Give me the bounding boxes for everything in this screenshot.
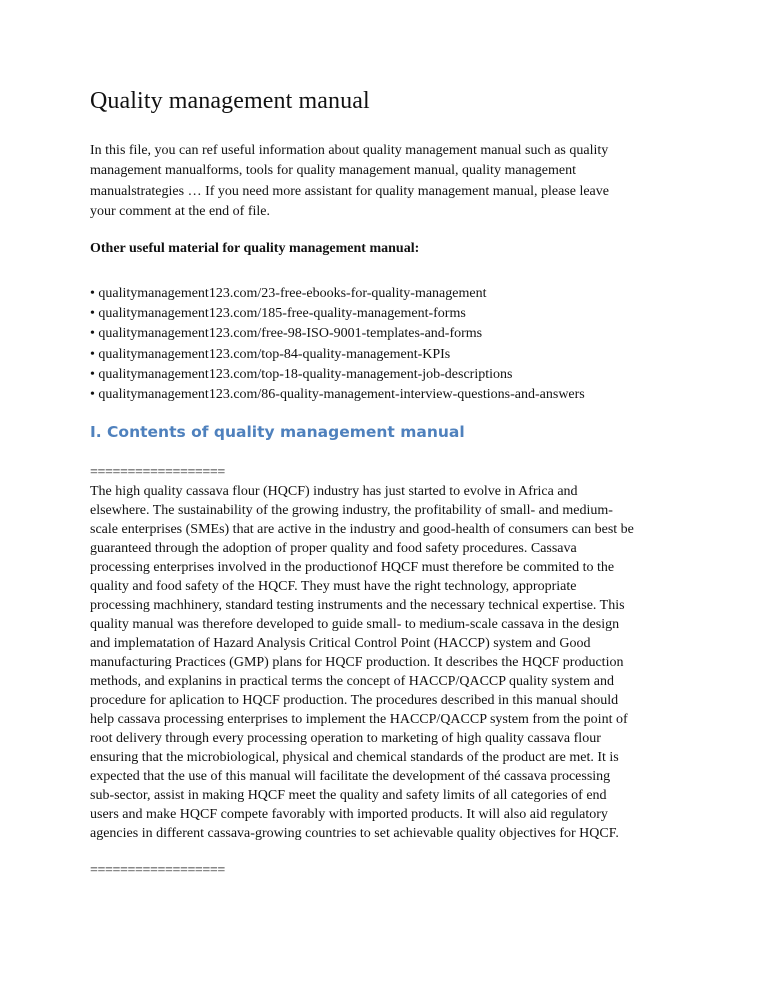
body-line: manufacturing Practices (GMP) plans for HQCF production. It describes the HQCF production bbox=[90, 654, 624, 670]
separator-line: ================== bbox=[90, 465, 225, 480]
useful-material-heading: Other useful material for quality management manual: bbox=[90, 241, 420, 256]
body-line: ensuring that the microbiological, physical and chemical standards of the product are met. It is bbox=[90, 749, 619, 765]
body-line: quality and food safety of the HQCF. They must have the right technology, appropriate bbox=[90, 578, 577, 594]
separator-line: ================== bbox=[90, 863, 225, 878]
intro-line: manualstrategies … If you need more assistant for quality management manual, please leave bbox=[90, 183, 609, 199]
body-line: expected that the use of this manual will facilitate the development of thé cassava processing bbox=[90, 768, 611, 784]
body-line: sub-sector, assist in making HQCF meet the quality and safety limits of all categories of end bbox=[90, 787, 607, 803]
body-line: help cassava processing enterprises to implement the HACCP/QACCP system from the point of bbox=[90, 711, 628, 727]
body-line: processing enterprises involved in the productionof HQCF must therefore be commited to the bbox=[90, 559, 615, 575]
body-line: quality manual was therefore developed to guide small- to medium-scale cassava in the design bbox=[90, 616, 620, 632]
intro-line: management manualforms, tools for quality management manual, quality management bbox=[90, 163, 576, 179]
page-title: Quality management manual bbox=[90, 88, 370, 114]
resource-link[interactable]: • qualitymanagement123.com/free-98-ISO-9001-templates-and-forms bbox=[90, 324, 585, 344]
intro-line: your comment at the end of file. bbox=[90, 203, 270, 219]
body-line: users and make HQCF compete favorably with imported products. It will also aid regulatory bbox=[90, 806, 608, 822]
body-line: guaranteed through the adoption of proper quality and food safety procedures. Cassava bbox=[90, 540, 577, 556]
resource-link[interactable]: • qualitymanagement123.com/185-free-quality-management-forms bbox=[90, 304, 585, 324]
section-heading: I. Contents of quality management manual bbox=[90, 423, 465, 441]
body-line: The high quality cassava flour (HQCF) industry has just started to evolve in Africa and bbox=[90, 484, 578, 499]
intro-line: In this file, you can ref useful information about quality management manual such as quality bbox=[90, 143, 609, 158]
intro-paragraph bbox=[90, 141, 690, 222]
body-line: elsewhere. The sustainability of the growing industry, the profitability of small- and medium- bbox=[90, 502, 613, 518]
body-line: agencies in different cassava-growing countries to set achievable quality objectives for HQCF. bbox=[90, 825, 619, 841]
resource-link[interactable]: • qualitymanagement123.com/top-84-quality-management-KPIs bbox=[90, 345, 585, 365]
resource-link[interactable]: • qualitymanagement123.com/86-quality-management-interview-questions-and-answers bbox=[90, 385, 585, 405]
body-paragraph bbox=[90, 483, 690, 844]
body-line: scale enterprises (SMEs) that are active in the industry and good-health of consumers can best be bbox=[90, 521, 634, 537]
body-line: methods, and explanins in practical terms the concept of HACCP/QACCP quality system and bbox=[90, 673, 615, 689]
resource-link[interactable]: • qualitymanagement123.com/23-free-ebooks-for-quality-management bbox=[90, 284, 585, 304]
resource-link-list bbox=[90, 284, 585, 405]
body-line: root delivery through every processing operation to marketing of high quality cassava flour bbox=[90, 730, 601, 746]
resource-link[interactable]: • qualitymanagement123.com/top-18-quality-management-job-descriptions bbox=[90, 365, 585, 385]
body-line: and implematation of Hazard Analysis Critical Control Point (HACCP) system and Good bbox=[90, 635, 591, 651]
body-line: procedure for aplication to HQCF production. The procedures described in this manual should bbox=[90, 692, 619, 708]
body-line: processing machhinery, standard testing instruments and the necessary technical expertise. This bbox=[90, 597, 625, 613]
